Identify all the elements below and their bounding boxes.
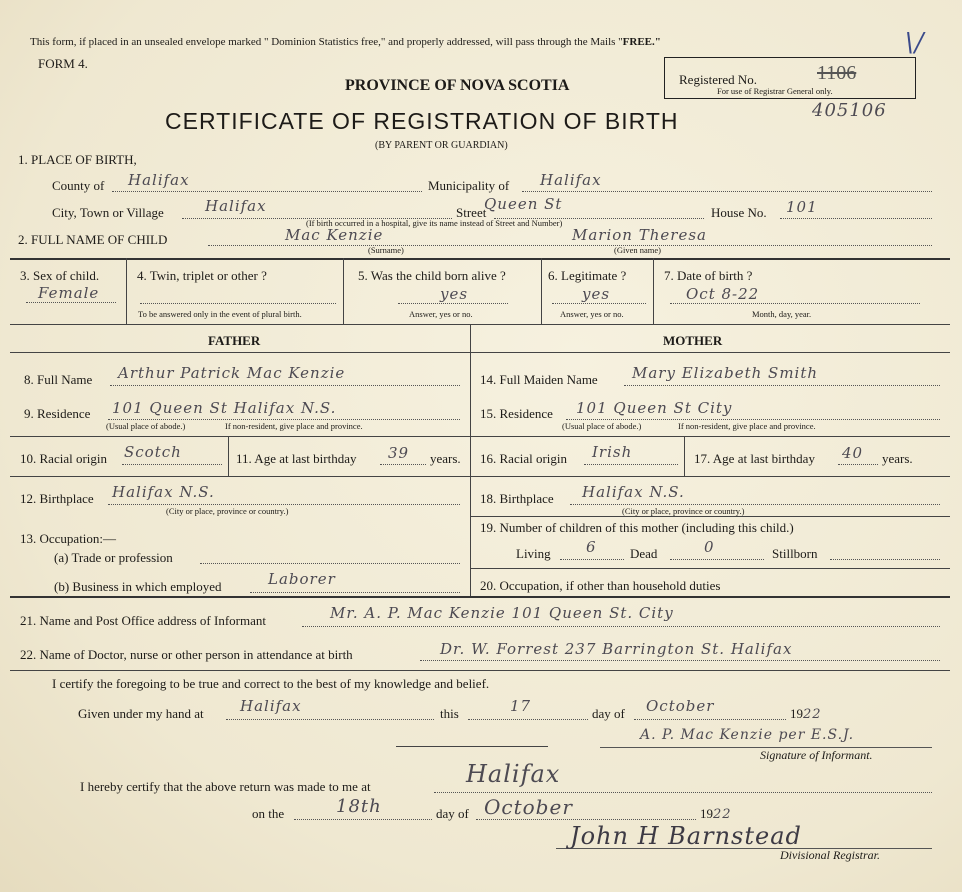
father-years: years.	[430, 451, 461, 466]
certify-day-value: 17	[510, 697, 532, 715]
father-residence-note-b: If non-resident, give place and province.	[225, 421, 363, 431]
house-label: House No.	[711, 205, 767, 220]
certify-month-value: October	[646, 697, 715, 715]
certify-day-of-label: day of	[592, 706, 625, 721]
father-name-value: Arthur Patrick Mac Kenzie	[118, 364, 346, 382]
municipality-value: Halifax	[540, 171, 602, 189]
mail-notice: This form, if placed in an unsealed envelope marked " Dominion Statistics free," and properly addressed, will pass through the Mails "FREE."	[30, 36, 661, 48]
dead-label: Dead	[630, 546, 658, 561]
on-the-label: on the	[252, 806, 285, 821]
mother-birthplace-label: 18. Birthplace	[480, 491, 554, 506]
business-label: (b) Business in which employed	[54, 579, 222, 594]
informant-signature: A. P. Mac Kenzie per E.S.J.	[640, 727, 855, 743]
alive-note: Answer, yes or no.	[409, 309, 473, 319]
street-label: Street	[456, 205, 487, 220]
mother-racial-label: 16. Racial origin	[480, 451, 568, 466]
child-given-name: Marion Theresa	[572, 226, 707, 244]
dob-note: Month, day, year.	[752, 309, 812, 319]
this-label: this	[440, 706, 459, 721]
mother-residence-value: 101 Queen St City	[576, 399, 733, 417]
certificate-subtitle: (BY PARENT OR GUARDIAN)	[375, 140, 508, 151]
mother-years: years.	[882, 451, 913, 466]
business-value: Laborer	[268, 570, 336, 588]
mother-age-label: 17. Age at last birthday	[694, 451, 815, 466]
registration-box	[664, 57, 916, 99]
registrar-place-value: Halifax	[466, 760, 561, 788]
father-residence-note-a: (Usual place of abode.)	[106, 421, 186, 431]
form-number: FORM 4.	[38, 56, 88, 71]
mother-heading: MOTHER	[663, 333, 723, 348]
father-racial-value: Scotch	[124, 443, 182, 461]
hospital-note: (If birth occurred in a hospital, give its name instead of Street and Number)	[306, 218, 563, 228]
father-name-label: 8. Full Name	[24, 372, 93, 387]
informant-label: 21. Name and Post Office address of Informant	[20, 613, 266, 628]
occupation-label: 13. Occupation:—	[20, 531, 117, 546]
registrar-statement: I hereby certify that the above return was made to me at	[80, 779, 371, 794]
given-under-label: Given under my hand at	[78, 706, 204, 721]
certificate-title: CERTIFICATE OF REGISTRATION OF BIRTH	[165, 108, 679, 134]
mother-birthplace-note: (City or place, province or country.)	[622, 506, 745, 516]
street-value: Queen St	[484, 195, 563, 213]
sex-label: 3. Sex of child.	[20, 268, 100, 283]
legitimate-note: Answer, yes or no.	[560, 309, 624, 319]
legitimate-value: yes	[582, 285, 611, 303]
living-label: Living	[516, 546, 551, 561]
father-birthplace-label: 12. Birthplace	[20, 491, 94, 506]
father-birthplace-value: Halifax N.S.	[112, 483, 215, 501]
county-value: Halifax	[128, 171, 190, 189]
mother-racial-value: Irish	[592, 443, 633, 461]
attendant-value: Dr. W. Forrest 237 Barrington St. Halifax	[440, 640, 793, 658]
stillborn-label: Stillborn	[772, 546, 818, 561]
mother-name-value: Mary Elizabeth Smith	[632, 364, 819, 382]
mother-name-label: 14. Full Maiden Name	[480, 372, 598, 387]
mother-birthplace-value: Halifax N.S.	[582, 483, 685, 501]
mother-residence-label: 15. Residence	[480, 406, 553, 421]
city-value: Halifax	[205, 197, 267, 215]
certify-statement: I certify the foregoing to be true and correct to the best of my knowledge and belief.	[52, 676, 490, 691]
signature-label: Signature of Informant.	[760, 748, 873, 762]
father-age-label: 11. Age at last birthday	[236, 451, 357, 466]
given-name-note: (Given name)	[614, 245, 661, 255]
father-heading: FATHER	[208, 333, 261, 348]
place-section-label: 1. PLACE OF BIRTH,	[18, 152, 137, 167]
father-residence-value: 101 Queen St Halifax N.S.	[112, 399, 337, 417]
twin-note: To be answered only in the event of plural birth.	[138, 309, 302, 319]
father-residence-label: 9. Residence	[24, 406, 91, 421]
alive-value: yes	[440, 285, 469, 303]
registered-value: 1106	[817, 62, 857, 84]
twin-label: 4. Twin, triplet or other ?	[137, 268, 267, 283]
registrar-role-label: Divisional Registrar.	[780, 848, 881, 862]
city-label: City, Town or Village	[52, 205, 164, 220]
mother-age-value: 40	[842, 444, 864, 462]
child-name-label: 2. FULL NAME OF CHILD	[18, 232, 168, 247]
alive-label: 5. Was the child born alive ?	[358, 268, 506, 283]
registrar-month-value: October	[484, 795, 573, 819]
mother-residence-note-b: If non-resident, give place and province.	[678, 421, 816, 431]
county-label: County of	[52, 178, 105, 193]
mother-residence-note-a: (Usual place of abode.)	[562, 421, 642, 431]
registered-label: Registered No.	[679, 72, 757, 87]
municipality-label: Municipality of	[428, 178, 510, 193]
registrar-day-of-label: day of	[436, 806, 469, 821]
father-racial-label: 10. Racial origin	[20, 451, 108, 466]
surname-note: (Surname)	[368, 245, 404, 255]
registrar-signature: John H Barnstead	[570, 822, 802, 850]
father-birthplace-note: (City or place, province or country.)	[166, 506, 289, 516]
children-count-label: 19. Number of children of this mother (including this child.)	[480, 520, 794, 535]
province-heading: PROVINCE OF NOVA SCOTIA	[345, 77, 570, 94]
stamp-number: 405106	[812, 100, 887, 121]
father-age-value: 39	[388, 444, 410, 462]
registrar-year: 1922	[700, 806, 732, 822]
trade-label: (a) Trade or profession	[54, 550, 173, 565]
living-value: 6	[586, 538, 597, 556]
attendant-label: 22. Name of Doctor, nurse or other person in attendance at birth	[20, 647, 353, 662]
dob-value: Oct 8-22	[686, 285, 760, 303]
child-surname: Mac Kenzie	[285, 226, 384, 244]
sex-value: Female	[38, 284, 100, 302]
mother-occupation-label: 20. Occupation, if other than household duties	[480, 578, 721, 593]
dob-label: 7. Date of birth ?	[664, 268, 753, 283]
informant-value: Mr. A. P. Mac Kenzie 101 Queen St. City	[330, 604, 674, 622]
check-mark: \/	[905, 28, 925, 58]
dead-value: 0	[704, 538, 715, 556]
given-place-value: Halifax	[240, 697, 302, 715]
certify-year: 1922	[790, 706, 822, 722]
registrar-note: For use of Registrar General only.	[717, 86, 833, 96]
house-value: 101	[786, 198, 818, 216]
registrar-day-value: 18th	[336, 796, 382, 817]
legitimate-label: 6. Legitimate ?	[548, 268, 627, 283]
